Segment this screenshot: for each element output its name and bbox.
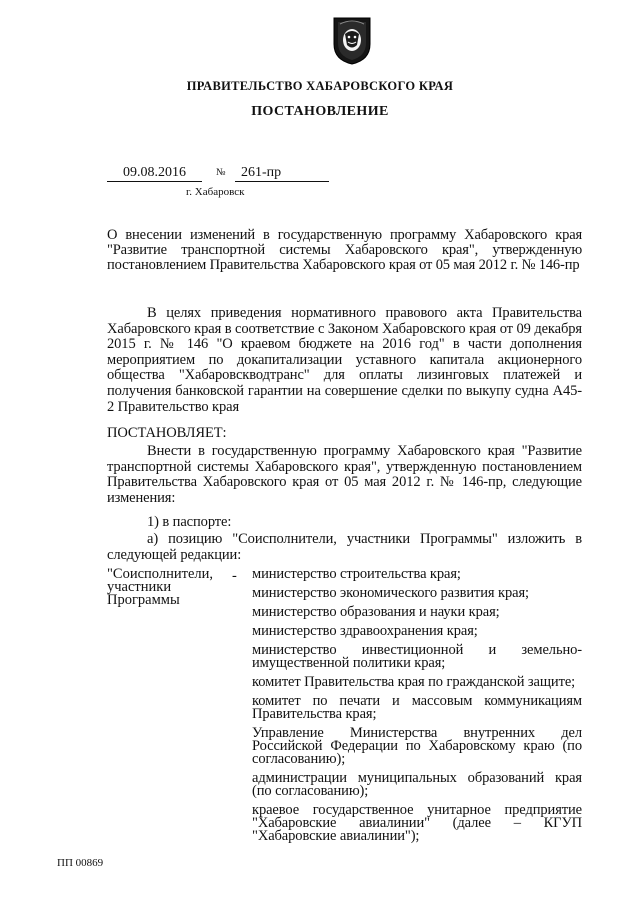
city: г. Хабаровск [186, 186, 245, 198]
footer-code: ПП 00869 [57, 857, 104, 869]
document-subject: О внесении изменений в государственную программу Хабаровского края "Развитие транспортной системы Хабаровского края", утвержденную постановлением Правительства Хабаровского края от 05 мая 2012 г. № 146-пр [107, 227, 582, 273]
coat-of-arms-icon [330, 14, 374, 66]
government-title: ПРАВИТЕЛЬСТВО ХАБАРОВСКОГО КРАЯ [186, 79, 454, 93]
list-item: краевое государственное унитарное предприятие "Хабаровские авиалинии" (далее – КГУП "Хабаровские авиалинии"); [252, 802, 582, 844]
item-1-paragraph: 1) в паспорте: [147, 514, 232, 530]
list-item: министерство инвестиционной и земельно-имущественной политики края; [252, 642, 582, 671]
preamble-paragraph: В целях приведения нормативного правового акта Правительства Хабаровского края в соответствие с Законом Хабаровского края от 09 декабря 2015 г. № 146 "О краевом бюджете на 2016 год" в части дополнения мероприятием по докапитализации уставного капитала акционерного общества "Хабаровскводтранс" для оплаты лизинговых платежей и получения банковской гарантии на совершение сделки по выкупу судна А45-2 Правительство края [107, 305, 582, 415]
number-sign: № [216, 167, 226, 178]
list-item: министерство образования и науки края; [252, 604, 500, 620]
decree-paragraph: Внести в государственную программу Хабаровского края "Развитие транспортной системы Хабаровского края", утвержденную постановлением Правительства Хабаровского края от 05 мая 2012 г. № 146-пр, следующие изменения: [107, 443, 582, 506]
list-item: министерство строительства края; [252, 566, 461, 582]
list-item: администрации муниципальных образований края (по согласованию); [252, 770, 582, 799]
list-item: министерство здравоохранения края; [252, 623, 478, 639]
list-item: комитет Правительства края по гражданской защите; [252, 674, 576, 690]
list-item: министерство экономического развития края; [252, 585, 529, 601]
list-item: Управление Министерства внутренних дел Российской Федерации по Хабаровскому краю (по согласованию); [252, 725, 582, 767]
document-date: 09.08.2016 [107, 165, 202, 182]
coexecutors-list [252, 568, 582, 849]
position-label: "Соисполнители, участники Программы [107, 566, 214, 608]
decree-word: ПОСТАНОВЛЯЕТ: [107, 425, 227, 441]
document-type: ПОСТАНОВЛЕНИЕ [251, 104, 389, 119]
document-number: 261-пр [235, 165, 329, 182]
item-1a-paragraph: а) позицию "Соисполнители, участники Программы" изложить в следующей редакции: [107, 531, 582, 563]
list-item: комитет по печати и массовым коммуникациям Правительства края; [252, 693, 582, 722]
position-dash: - [232, 568, 237, 584]
